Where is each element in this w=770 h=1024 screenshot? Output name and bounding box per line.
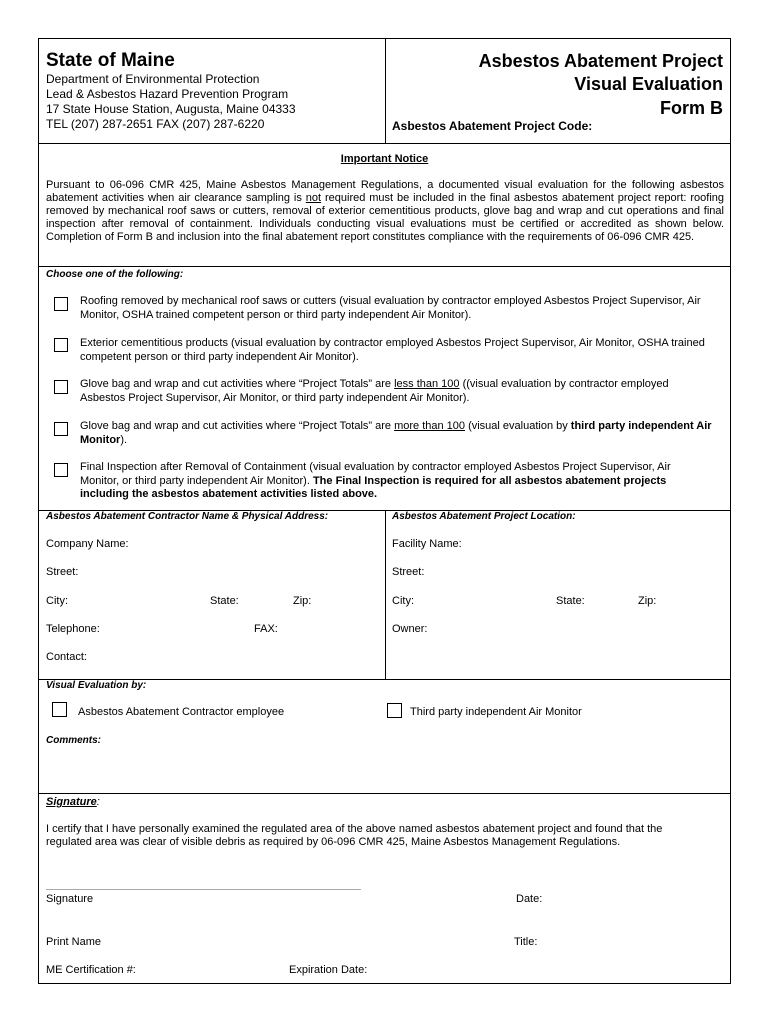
- location-owner-label[interactable]: Owner:: [392, 623, 428, 635]
- divider-5: [39, 793, 730, 794]
- notice-not: not: [305, 192, 322, 204]
- opt4-bold: third party independent Air Monitor: [80, 420, 712, 446]
- certification-statement: I certify that I have personally examined the regulated area of the above named asbestos abatement project and found that the regulated area was clear of visible debris as required by 06-096 CMR 425, Maine Asbestos Management Regulations.: [46, 823, 663, 848]
- contractor-zip-label[interactable]: Zip:: [293, 595, 312, 607]
- opt4-underline: more than 100: [394, 420, 466, 432]
- form-title-line1: Asbestos Abatement Project: [478, 51, 723, 71]
- location-facility-label[interactable]: Facility Name:: [392, 538, 462, 550]
- option-roofing: Roofing removed by mechanical roof saws or cutters (visual evaluation by contractor employed Asbestos Project Supervisor, Air Monitor, OSHA trained competent person or third party independent Air Monitor).: [80, 295, 701, 321]
- form-b: [38, 38, 731, 984]
- project-code-label: Asbestos Abatement Project Code:: [392, 119, 593, 133]
- contractor-state-label[interactable]: State:: [210, 595, 239, 607]
- opt5-text-a: Final Inspection after Removal of Containment (visual evaluation by contractor employed Asbestos Project Supervisor, Air Monitor, or third party independent Air Monitor).: [80, 461, 671, 487]
- opt3-text-b: ((visual evaluation by contractor employed Asbestos Project Supervisor, Air Monitor, or third party independent Air Monitor).: [80, 378, 669, 404]
- location-zip-label[interactable]: Zip:: [638, 595, 657, 607]
- option-cementitious-checkbox[interactable]: [54, 338, 68, 352]
- option-glove-bag-less: [80, 378, 712, 405]
- contractor-street-label[interactable]: Street:: [46, 566, 79, 578]
- opt5-bold: The Final Inspection is required for all asbestos abatement projects including the asbestos abatement activities listed above.: [80, 474, 667, 500]
- option-roofing-checkbox[interactable]: [54, 297, 68, 311]
- certification-number-label[interactable]: ME Certification #:: [46, 964, 136, 976]
- form-title-line2: Visual Evaluation: [574, 74, 723, 94]
- option-final-inspection: [80, 461, 700, 502]
- opt3-underline: less than 100: [394, 378, 460, 390]
- contractor-company-label[interactable]: Company Name:: [46, 538, 129, 550]
- print-name-label[interactable]: Print Name: [46, 936, 102, 948]
- state-title: State of Maine: [46, 50, 175, 71]
- option-final-inspection-checkbox[interactable]: [54, 463, 68, 477]
- notice-text-2: required must be included in the final asbestos abatement project report: roofing removed by mechanical roof saws or cutters, removal of exterior cementitious products, glove bag and wrap and cut operations and final inspection after removal of containment. Individuals conducting visual evaluations must be certified or accredited as shown below. Completion of Form B and inclusion into the final abatement report constitutes compliance with the requirements of 06-096 CMR 425.: [46, 192, 724, 243]
- signature-label: Signature: [46, 893, 94, 905]
- form-title-line3: Form B: [660, 98, 723, 118]
- address-divider: [385, 510, 386, 679]
- opt4-text-a: Glove bag and wrap and cut activities where “Project Totals” are: [80, 420, 395, 432]
- tel-fax: TEL (207) 287-2651 FAX (207) 287-6220: [46, 117, 265, 131]
- choose-heading: Choose one of the following:: [46, 269, 184, 280]
- divider-2: [39, 266, 730, 267]
- header-divider: [385, 39, 386, 143]
- divider-1: [39, 143, 730, 144]
- opt4-text-c: ).: [120, 433, 128, 446]
- option-glove-bag-less-checkbox[interactable]: [54, 380, 68, 394]
- comments-label: Comments:: [46, 735, 102, 746]
- signature-heading-text: Signature: [46, 796, 97, 808]
- evaluator-third-party-checkbox[interactable]: [387, 703, 402, 718]
- location-street-label[interactable]: Street:: [392, 566, 425, 578]
- notice-body: [46, 179, 724, 244]
- evaluator-third-party-label: Third party independent Air Monitor: [410, 706, 582, 718]
- notice-heading: Important Notice: [340, 153, 429, 165]
- opt4-text-b: (visual evaluation by: [465, 420, 571, 432]
- location-city-label[interactable]: City:: [392, 595, 414, 607]
- contractor-fax-label[interactable]: FAX:: [254, 623, 278, 635]
- notice-text-1: Pursuant to 06-096 CMR 425, Maine Asbestos Management Regulations, a documented visual evaluation for the following asbestos abatement activities when air clearance sampling is: [46, 179, 724, 204]
- location-state-label[interactable]: State:: [556, 595, 585, 607]
- evaluator-contractor-label: Asbestos Abatement Contractor employee: [78, 706, 285, 718]
- contractor-contact-label[interactable]: Contact:: [46, 651, 87, 663]
- option-cementitious: Exterior cementitious products (visual evaluation by contractor employed Asbestos Project Supervisor, Air Monitor, OSHA trained competent person or third party independent Air Monitor).: [80, 337, 705, 363]
- contractor-telephone-label[interactable]: Telephone:: [46, 623, 100, 635]
- signature-line[interactable]: [46, 889, 361, 890]
- address: 17 State House Station, Augusta, Maine 04333: [46, 102, 296, 116]
- date-label[interactable]: Date:: [516, 893, 543, 905]
- evaluation-heading: Visual Evaluation by:: [46, 680, 147, 691]
- signature-heading-colon: :: [96, 796, 100, 808]
- option-glove-bag-more: [80, 420, 720, 447]
- department: Department of Environmental Protection: [46, 72, 260, 86]
- signature-heading: [46, 796, 100, 808]
- contractor-heading: Asbestos Abatement Contractor Name & Physical Address:: [46, 511, 329, 522]
- option-glove-bag-more-checkbox[interactable]: [54, 422, 68, 436]
- location-heading: Asbestos Abatement Project Location:: [392, 511, 576, 522]
- program: Lead & Asbestos Hazard Prevention Program: [46, 87, 289, 101]
- expiration-date-label[interactable]: Expiration Date:: [289, 964, 368, 976]
- evaluator-contractor-checkbox[interactable]: [52, 702, 67, 717]
- title-label[interactable]: Title:: [514, 936, 538, 948]
- opt3-text-a: Glove bag and wrap and cut activities where “Project Totals” are: [80, 378, 395, 390]
- contractor-city-label[interactable]: City:: [46, 595, 68, 607]
